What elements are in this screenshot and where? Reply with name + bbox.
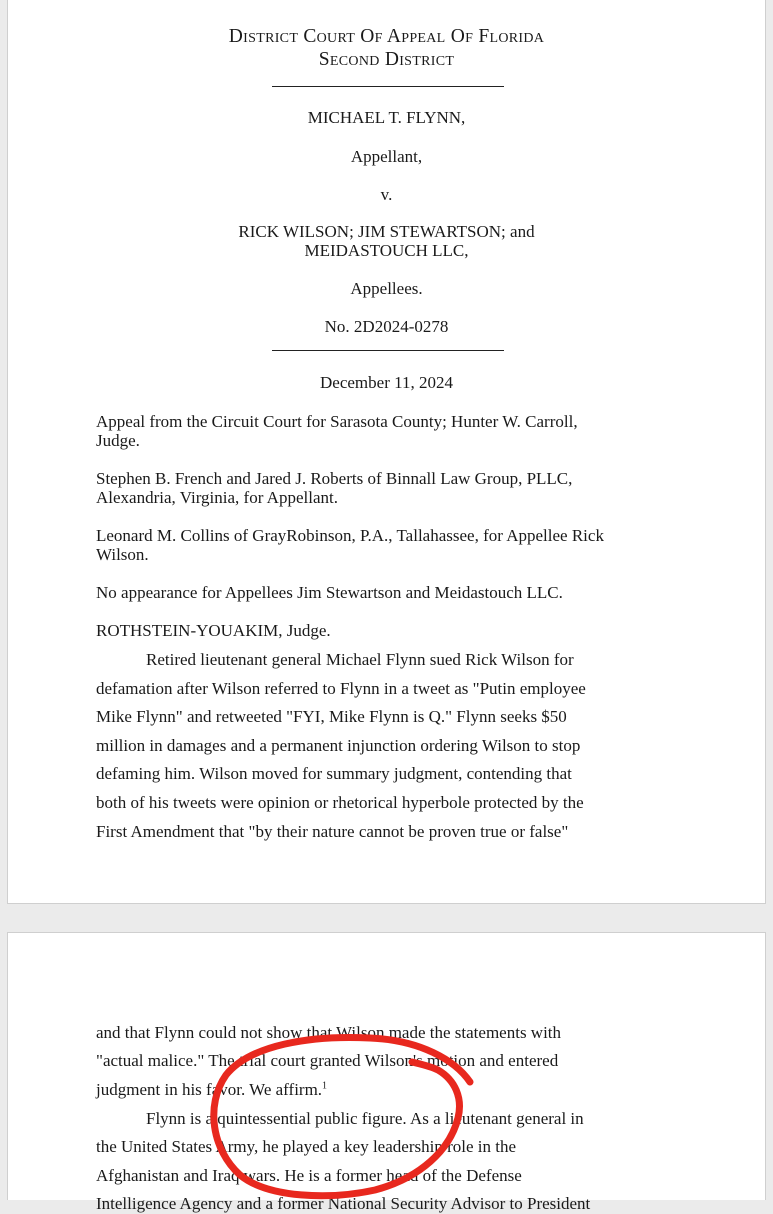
appellees-line-1: RICK WILSON; JIM STEWARTSON; and	[238, 222, 535, 241]
case-number: No. 2D2024-0278	[324, 317, 449, 336]
judge-line: ROTHSTEIN-YOUAKIM, Judge.	[96, 621, 331, 640]
body-line: defamation after Wilson referred to Flynn in a tweet as "Putin employee	[96, 679, 586, 698]
body-line: million in damages and a permanent injunction ordering Wilson to stop	[96, 736, 581, 755]
body-line: the United States Army, he played a key leadership role in the	[96, 1137, 516, 1156]
body-text: judgment in his favor. We affirm.	[96, 1080, 323, 1099]
appellees-line-2: MEIDASTOUCH LLC,	[304, 241, 469, 260]
body-line: Afghanistan and Iraq wars. He is a former head of the Defense	[96, 1166, 522, 1185]
court-line-1: District Court Of Appeal Of Florida	[228, 26, 545, 47]
decision-date: December 11, 2024	[320, 373, 453, 392]
footnote-marker: 1	[322, 1080, 328, 1092]
body-line: defaming him. Wilson moved for summary judgment, contending that	[96, 764, 572, 783]
appellees-role: Appellees.	[350, 279, 423, 298]
versus: v.	[380, 185, 393, 204]
body-line: Flynn is a quintessential public figure. As a lieutenant general in	[146, 1109, 584, 1128]
appeal-from-line-2: Judge.	[96, 431, 140, 450]
counsel-appellant-line-2: Alexandria, Virginia, for Appellant.	[96, 488, 338, 507]
appellant-role: Appellant,	[350, 147, 423, 166]
body-line: Intelligence Agency and a former National Security Advisor to President	[96, 1194, 591, 1213]
body-line: Retired lieutenant general Michael Flynn sued Rick Wilson for	[146, 650, 574, 669]
appeal-from-line-1: Appeal from the Circuit Court for Sarasota County; Hunter W. Carroll,	[96, 412, 578, 431]
counsel-appellee-line-1: Leonard M. Collins of GrayRobinson, P.A., Tallahassee, for Appellee Rick	[96, 526, 604, 545]
counsel-appellee-line-2: Wilson.	[96, 545, 149, 564]
no-appearance: No appearance for Appellees Jim Stewartson and Meidastouch LLC.	[96, 583, 563, 602]
body-line: and that Flynn could not show that Wilson made the statements with	[96, 1023, 562, 1042]
court-line-2: Second District	[318, 49, 455, 70]
body-line: "actual malice." The trial court granted Wilson's motion and entered	[96, 1051, 559, 1070]
body-line: Mike Flynn" and retweeted "FYI, Mike Flynn is Q." Flynn seeks $50	[96, 707, 567, 726]
body-line: both of his tweets were opinion or rhetorical hyperbole protected by the	[96, 793, 584, 812]
counsel-appellant-line-1: Stephen B. French and Jared J. Roberts of Binnall Law Group, PLLC,	[96, 469, 573, 488]
appellant-name: MICHAEL T. FLYNN,	[307, 108, 466, 127]
body-line: First Amendment that "by their nature cannot be proven true or false"	[96, 822, 569, 841]
